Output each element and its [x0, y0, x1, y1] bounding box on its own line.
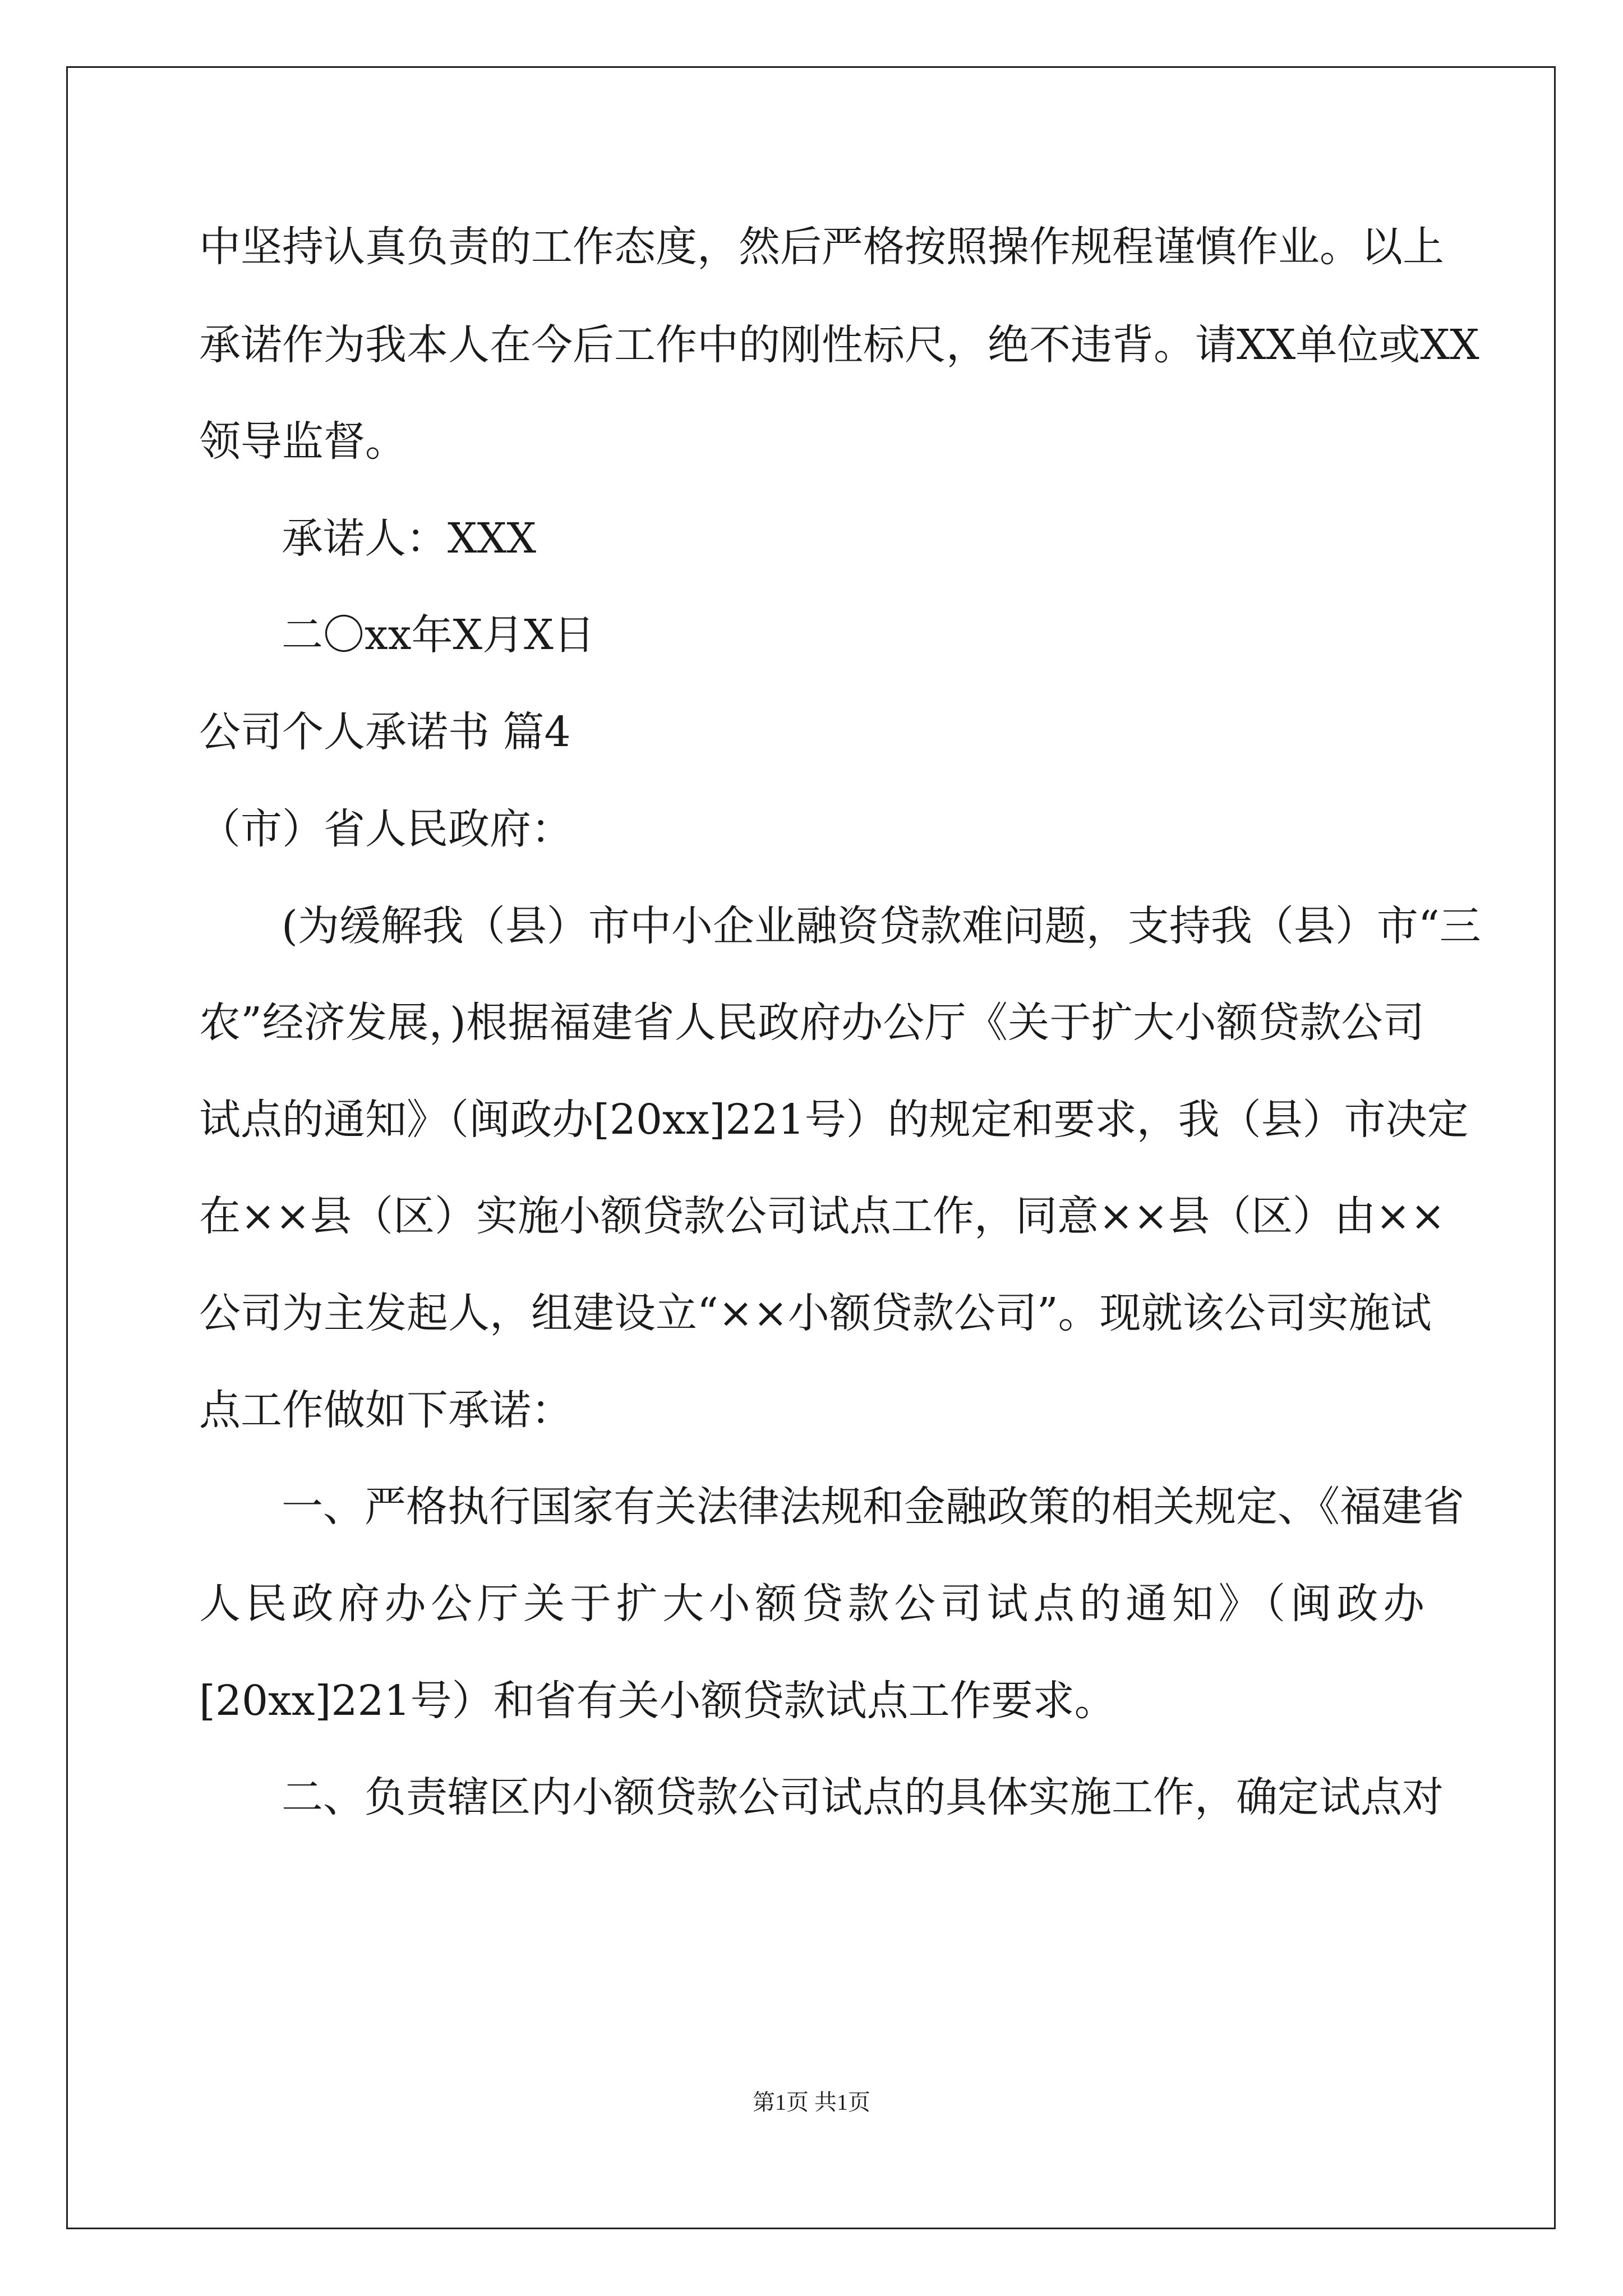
page-footer: 第1页 共1页: [753, 2090, 870, 2115]
page-border: [66, 66, 1556, 2229]
body-line-17: 二、负责辖区内小额贷款公司试点的具体实施工作，确定试点对: [282, 1773, 1444, 1821]
body-line-13: 点工作做如下承诺：: [199, 1386, 573, 1434]
signatory-line: 承诺人：XXX: [282, 514, 537, 563]
body-line-11: 在××县（区）实施小额贷款公司试点工作，同意××县（区）由××: [199, 1192, 1446, 1240]
body-line-15: 人民政府办公厅关于扩大小额贷款公司试点的通知》（闽政办: [199, 1580, 1424, 1628]
body-line-2: 承诺作为我本人在今后工作中的刚性标尺，绝不违背。请XX单位或XX: [199, 321, 1479, 369]
body-line-12: 公司为主发起人，组建设立“××小额贷款公司”。现就该公司实施试: [199, 1289, 1432, 1337]
body-line-16: [20xx]221号）和省有关小额贷款试点工作要求。: [199, 1677, 1116, 1725]
addressee-line: （市）省人民政府：: [199, 805, 573, 853]
date-line: 二〇xx年X月X日: [282, 611, 595, 659]
body-line-14: 一、严格执行国家有关法律法规和金融政策的相关规定、《福建省: [282, 1483, 1464, 1531]
body-line-8: (为缓解我（县）市中小企业融资贷款难问题，支持我（县）市“三: [282, 902, 1481, 950]
body-line-9: 农”经济发展，)根据福建省人民政府办公厅《关于扩大小额贷款公司: [199, 999, 1424, 1047]
body-line-1: 中坚持认真负责的工作态度，然后严格按照操作规程谨慎作业。以上: [199, 223, 1444, 271]
body-line-3: 领导监督。: [199, 417, 407, 466]
body-line-10: 试点的通知》（闽政办[20xx]221号）的规定和要求，我（县）市决定: [199, 1096, 1469, 1144]
section-heading: 公司个人承诺书 篇4: [199, 708, 571, 756]
